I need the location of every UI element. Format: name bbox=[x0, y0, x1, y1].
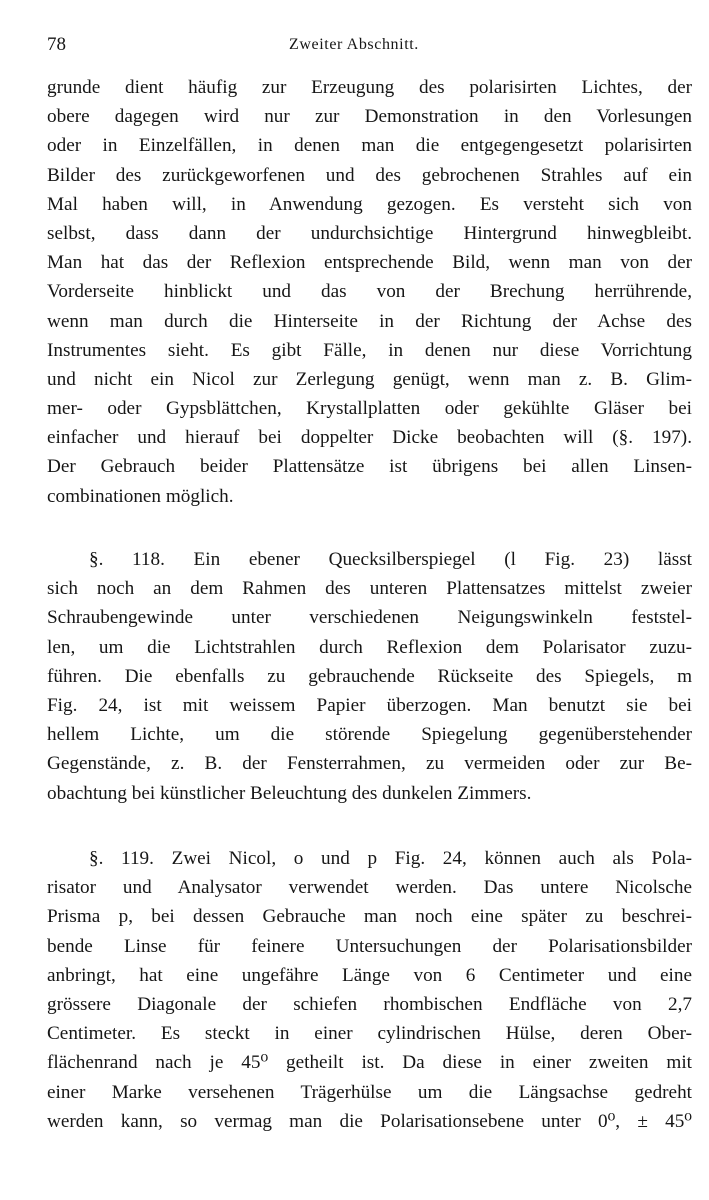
text-line: §. 118. Ein ebener Quecksilberspiegel (l Fig. 23) lässt bbox=[89, 549, 692, 570]
text-line: oder in Einzelfällen, in denen man die entgegengesetzt polarisirten bbox=[47, 135, 692, 157]
text-line: grössere Diagonale der schiefen rhombischen Endfläche von 2,7 bbox=[47, 993, 692, 1015]
text-line: Man hat das der Reflexion entsprechende Bild, wenn man von der bbox=[47, 252, 692, 274]
text-line: risator und Analysator verwendet werden. Das untere Nicolsche bbox=[47, 877, 692, 899]
text-line: Gegenstände, z. B. der Fensterrahmen, zu vermeiden oder zur Be- bbox=[47, 753, 692, 775]
text-line: führen. Die ebenfalls zu gebrauchende Rückseite des Spiegels, m bbox=[47, 665, 692, 687]
text-line: obere dagegen wird nur zur Demonstration in den Vorlesungen bbox=[47, 106, 692, 128]
text-line: hellem Lichte, um die störende Spiegelung gegenüberstehender bbox=[47, 724, 692, 746]
text-line: anbringt, hat eine ungefähre Länge von 6 Centimeter und eine bbox=[47, 964, 692, 986]
text-line: Bilder des zurückgeworfenen und des gebrochenen Strahles auf ein bbox=[47, 164, 692, 186]
text-line: Schraubengewinde unter verschiedenen Neigungswinkeln feststel- bbox=[47, 607, 692, 629]
running-title: Zweiter Abschnitt. bbox=[289, 36, 419, 53]
text-line: flächenrand nach je 45⁰ getheilt ist. Da diese in einer zweiten mit bbox=[47, 1052, 692, 1074]
text-line: Vorderseite hinblickt und das von der Brechung herrührende, bbox=[47, 281, 692, 303]
text-line: Instrumentes sieht. Es gibt Fälle, in denen nur diese Vorrichtung bbox=[47, 339, 692, 361]
text-line: werden kann, so vermag man die Polarisationsebene unter 0⁰, ± 45⁰ bbox=[47, 1110, 692, 1132]
paragraph-section-119 bbox=[47, 844, 692, 1136]
text-line: einfacher und hierauf bei doppelter Dicke beobachten will (§. 197). bbox=[47, 427, 692, 449]
text-line: Prisma p, bei dessen Gebrauche man noch eine später zu beschrei- bbox=[47, 906, 692, 928]
page-header bbox=[47, 31, 692, 59]
text-line: Centimeter. Es steckt in einer cylindrischen Hülse, deren Ober- bbox=[47, 1023, 692, 1045]
text-line: Der Gebrauch beider Plattensätze ist übrigens bei allen Linsen- bbox=[47, 456, 692, 478]
text-line: mer- oder Gypsblättchen, Krystallplatten oder gekühlte Gläser bei bbox=[47, 398, 692, 420]
text-line: selbst, dass dann der undurchsichtige Hintergrund hinwegbleibt. bbox=[47, 222, 692, 244]
text-line: bende Linse für feinere Untersuchungen der Polarisationsbilder bbox=[47, 935, 692, 957]
text-line: grunde dient häufig zur Erzeugung des polarisirten Lichtes, der bbox=[47, 77, 692, 98]
text-line: sich noch an dem Rahmen des unteren Plattensatzes mittelst zweier bbox=[47, 578, 692, 600]
text-line: len, um die Lichtstrahlen durch Reflexion dem Polarisator zuzu- bbox=[47, 636, 692, 658]
text-line: obachtung bei künstlicher Beleuchtung des dunkelen Zimmers. bbox=[47, 782, 532, 804]
paragraph-continued bbox=[47, 73, 692, 511]
text-line: einer Marke versehenen Trägerhülse um die Längsachse gedreht bbox=[47, 1081, 692, 1103]
text-line: Fig. 24, ist mit weissem Papier überzogen. Man benutzt sie bei bbox=[47, 694, 692, 716]
page-number: 78 bbox=[47, 34, 66, 55]
text-line: und nicht ein Nicol zur Zerlegung genügt, wenn man z. B. Glim- bbox=[47, 368, 692, 390]
text-line: Mal haben will, in Anwendung gezogen. Es versteht sich von bbox=[47, 193, 692, 215]
text-line: combinationen möglich. bbox=[47, 485, 234, 507]
paragraph-section-118 bbox=[47, 545, 692, 808]
text-line: wenn man durch die Hinterseite in der Richtung der Achse des bbox=[47, 310, 692, 332]
text-line: §. 119. Zwei Nicol, o und p Fig. 24, können auch als Pola- bbox=[89, 848, 692, 869]
